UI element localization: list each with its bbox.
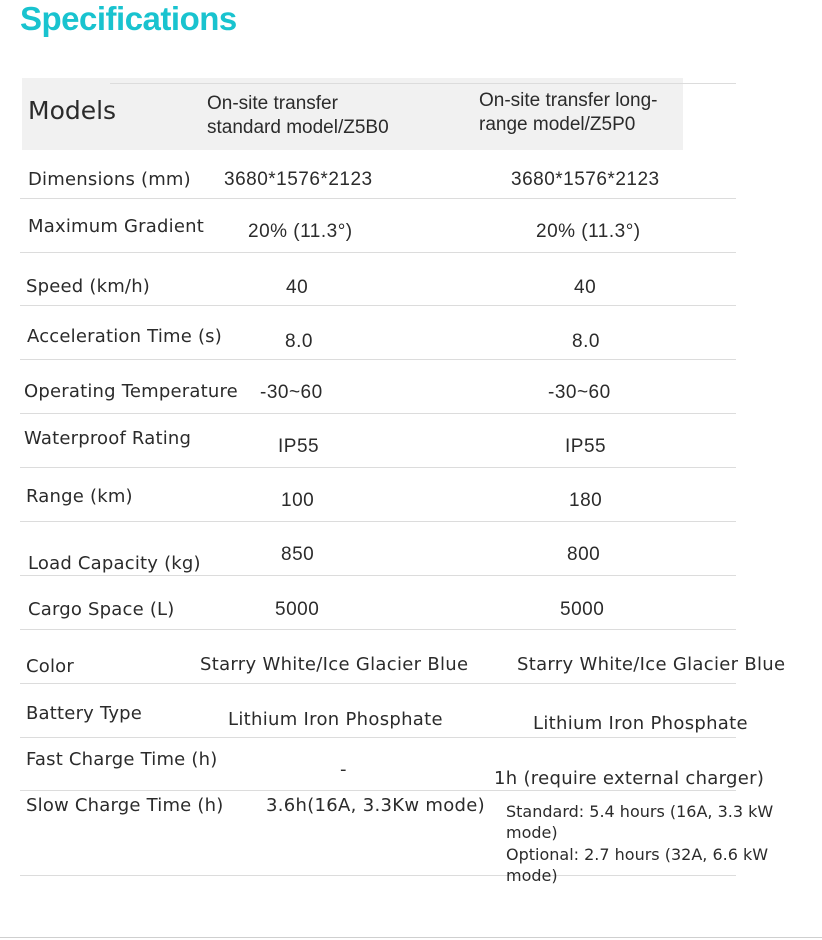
row-label-waterproof: Waterproof Rating [24,428,192,449]
row-label-dimensions: Dimensions (mm) [28,169,191,190]
row-speed-standard: 40 [286,277,309,298]
row-waterproof-long-range: IP55 [565,436,607,457]
row-label-load: Load Capacity (kg) [28,553,201,574]
page-title: Specifications [20,0,237,37]
row-battery-long-range: Lithium Iron Phosphate [533,713,748,734]
row-label-temperature: Operating Temperature [24,381,238,402]
row-separator [20,467,736,468]
row-waterproof-standard: IP55 [278,436,320,457]
row-temperature-standard: -30~60 [260,382,323,403]
model-2-name: On-site transfer long-range model/Z5P0 [479,90,658,135]
row-battery-standard: Lithium Iron Phosphate [228,709,443,730]
row-temperature-long-range: -30~60 [548,382,611,403]
row-load-long-range: 800 [567,544,601,565]
row-speed-long-range: 40 [574,277,597,298]
row-separator [20,790,736,791]
row-dimensions-standard: 3680*1576*2123 [224,169,373,190]
row-cargo-long-range: 5000 [560,599,605,620]
row-range-standard: 100 [281,490,315,511]
row-label-battery: Battery Type [26,703,143,724]
row-separator [20,737,736,738]
row-label-slow-charge: Slow Charge Time (h) [26,795,224,816]
row-label-gradient: Maximum Gradient [28,216,204,237]
row-label-speed: Speed (km/h) [26,276,151,297]
row-separator [20,575,736,576]
row-label-range: Range (km) [26,486,133,507]
row-slow-charge-standard: 3.6h(16A, 3.3Kw mode) [266,795,485,816]
row-fast-charge-long-range: 1h (require external charger) [494,768,765,789]
row-gradient-long-range: 20% (11.3°) [536,221,641,242]
row-separator [20,683,736,684]
row-color-long-range: Starry White/Ice Glacier Blue [517,654,786,675]
row-label-color: Color [26,656,74,677]
row-slow-charge-long-range-optional: Optional: 2.7 hours (32A, 6.6 kW mode) [506,845,769,885]
row-slow-charge-long-range-standard: Standard: 5.4 hours (16A, 3.3 kW mode) [506,802,774,842]
page-bottom-divider [0,937,822,938]
row-cargo-standard: 5000 [275,599,320,620]
row-acceleration-standard: 8.0 [285,331,313,352]
row-label-fast-charge: Fast Charge Time (h) [26,749,218,770]
row-color-standard: Starry White/Ice Glacier Blue [200,654,469,675]
model-1-name: On-site transfer standard model/Z5B0 [207,93,389,138]
row-separator [110,83,736,84]
row-separator [20,359,736,360]
models-label: Models [28,96,117,125]
row-acceleration-long-range: 8.0 [572,331,600,352]
row-range-long-range: 180 [569,490,603,511]
row-separator [20,629,736,630]
row-separator [20,198,736,199]
row-gradient-standard: 20% (11.3°) [248,221,353,242]
row-label-acceleration: Acceleration Time (s) [27,326,222,347]
row-separator [20,252,736,253]
row-label-cargo: Cargo Space (L) [28,599,175,620]
row-fast-charge-standard: - [340,759,347,780]
row-load-standard: 850 [281,544,315,565]
row-separator [20,305,736,306]
row-separator [20,413,736,414]
row-separator [20,521,736,522]
row-dimensions-long-range: 3680*1576*2123 [511,169,660,190]
